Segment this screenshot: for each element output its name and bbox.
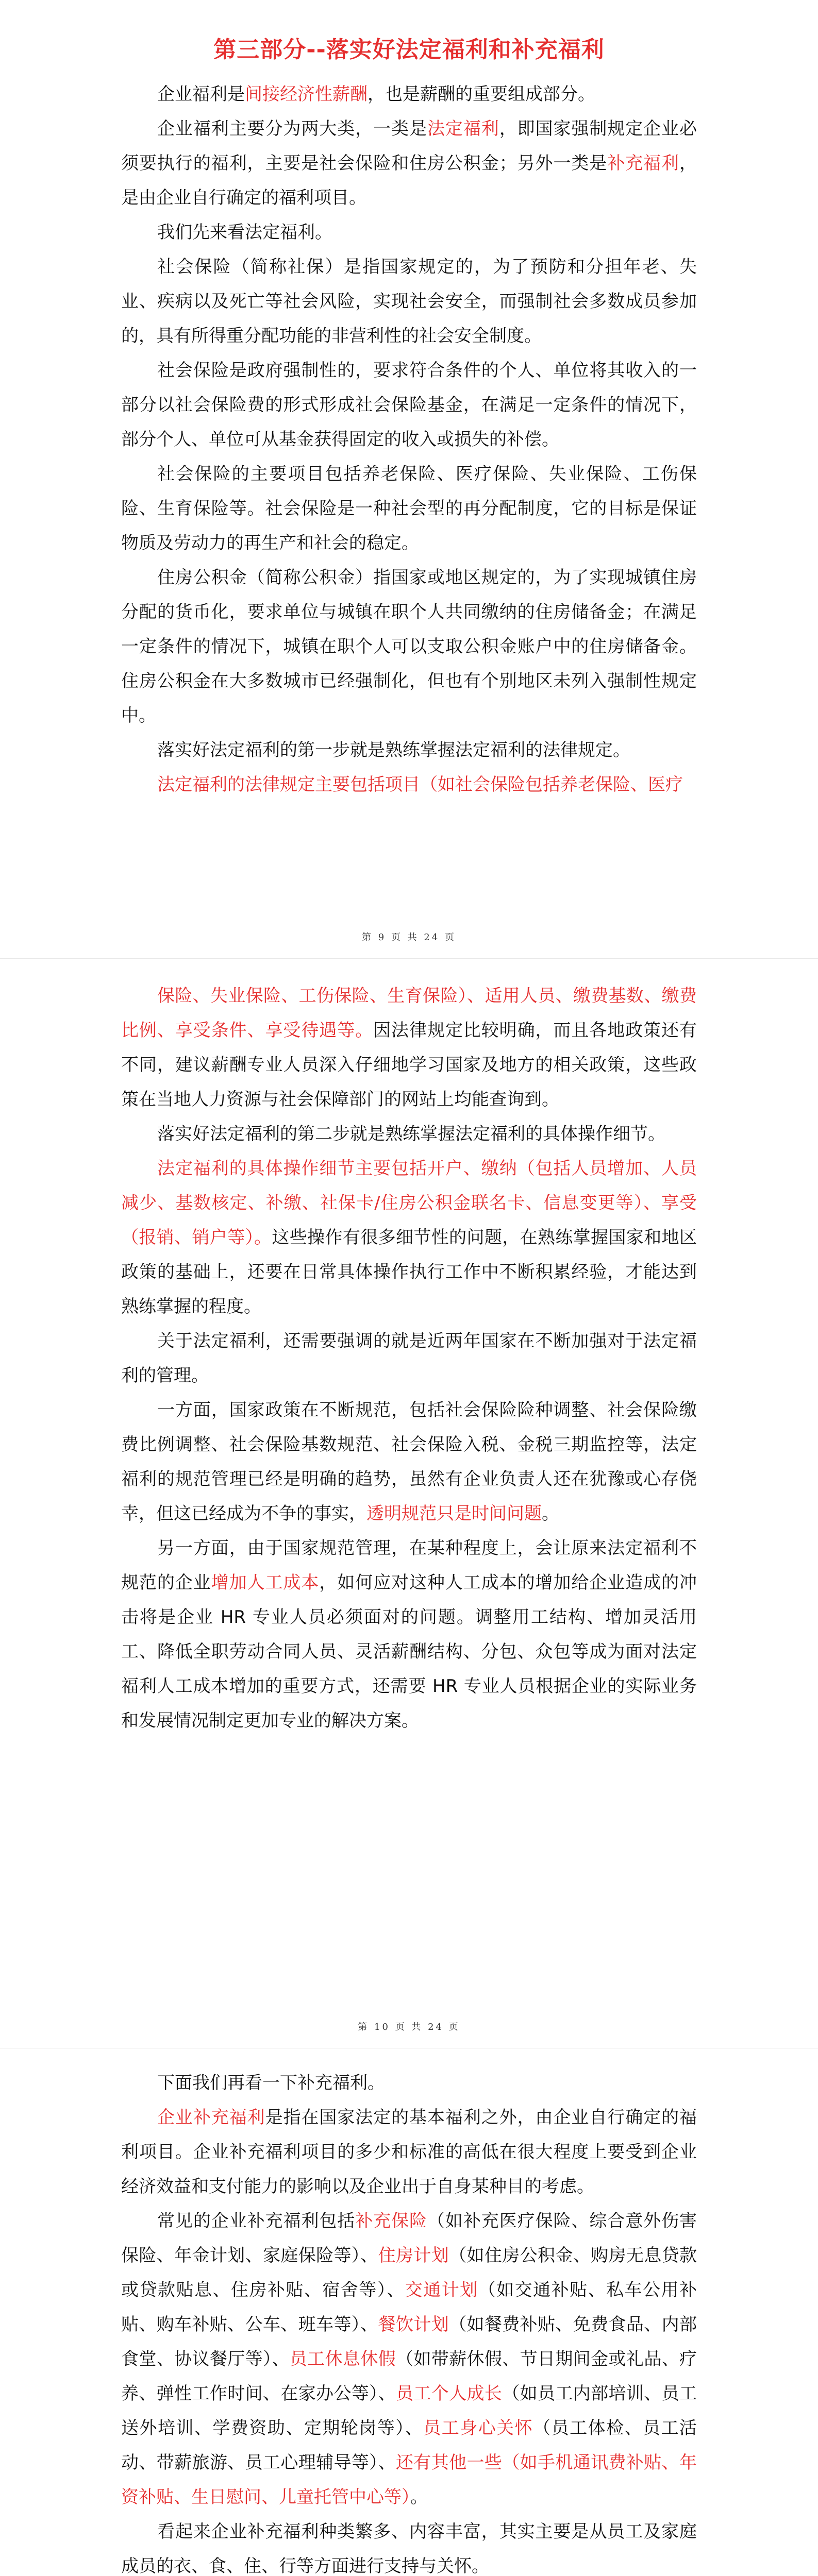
text-run: ，是由企业自行确定的福利项目。 xyxy=(121,153,697,208)
paragraph xyxy=(121,2100,697,2204)
highlight-text: 住房计划 xyxy=(378,2245,449,2266)
page-separator xyxy=(0,958,818,959)
paragraph xyxy=(121,1393,697,1531)
text-run: （如餐费补贴、免费食品、内部食堂、协议餐厅等）、 xyxy=(121,2314,697,2369)
highlight-text: 法定福利 xyxy=(427,118,499,139)
page-title: 第三部分--落实好法定福利和补充福利 xyxy=(213,37,605,63)
page-10 xyxy=(0,979,818,1738)
highlight-text: 员工休息休假 xyxy=(289,2349,396,2369)
page-11 xyxy=(0,2066,818,2576)
paragraph xyxy=(121,77,697,112)
paragraph xyxy=(121,457,697,561)
highlight-text: 员工个人成长 xyxy=(396,2383,503,2404)
paragraph xyxy=(121,1151,697,1324)
text-run: ，也是薪酬的重要组成部分。 xyxy=(368,84,595,105)
text-run: （如补充医疗保险、综合意外伤害保险、年金计划、家庭保险等）、 xyxy=(121,2211,697,2266)
text-run: ，如何应对这种人工成本的增加给企业造成的冲击将是企业 HR 专业人员必须面对的问题。调整用工结构、增加灵活用工、降低全职劳动合同人员、灵活薪酬结构、分包、众包等成为面对法定福利人工成本增加的重要方式，还需要 HR 专业人员根据企业的实际业务和发展情况制定更加专业的解决方案。 xyxy=(121,1572,697,1731)
paragraphs xyxy=(121,2066,697,2576)
text-run: 落实好法定福利的第一步就是熟练掌握法定福利的法律规定。 xyxy=(157,740,630,760)
highlight-text: 增加人工成本 xyxy=(211,1572,320,1593)
text-run: 。 xyxy=(410,2487,428,2507)
highlight-text: 企业补充福利 xyxy=(157,2107,265,2128)
text-run: （如带薪休假、节日期间金或礼品、疗养、弹性工作时间、在家办公等）、 xyxy=(121,2349,697,2404)
page-footer: 第 9 页 共 24 页 xyxy=(362,932,456,943)
paragraph xyxy=(121,353,697,457)
highlight-text: 交通计划 xyxy=(405,2280,478,2300)
highlight-text: 保险、失业保险、工伤保险、生育保险）、适用人员、缴费基数、缴费比例、享受条件、享受待遇等。 xyxy=(121,986,697,1041)
paragraph xyxy=(121,979,697,1117)
highlight-text: 法定福利的法律规定主要包括项目（如社会保险包括养老保险、医疗 xyxy=(157,774,683,795)
text-run: 企业福利主要分为两大类，一类是 xyxy=(157,118,427,139)
highlight-text: 法定福利的具体操作细节主要包括开户、缴纳（包括人员增加、人员减少、基数核定、补缴、社保卡/住房公积金联名卡、信息变更等）、享受（报销、销户等）。 xyxy=(121,1158,697,1248)
text-run: 这些操作有很多细节性的问题，在熟练掌握国家和地区政策的基础上，还要在日常具体操作执行工作中不断积累经验，才能达到熟练掌握的程度。 xyxy=(121,1227,697,1317)
highlight-text: 间接经济性薪酬 xyxy=(245,84,368,105)
paragraph xyxy=(121,112,697,215)
highlight-text: 补充福利 xyxy=(607,153,680,174)
paragraph xyxy=(121,2066,697,2100)
text-run: ，即国家强制规定企业必须要执行的福利，主要是社会保险和住房公积金；另外一类是 xyxy=(121,118,697,174)
text-run: 我们先来看法定福利。 xyxy=(157,222,332,243)
page-9 xyxy=(0,31,818,802)
text-run: （如员工内部培训、员工送外培训、学费资助、定期轮岗等）、 xyxy=(121,2383,697,2438)
paragraph xyxy=(121,2515,697,2576)
text-run: （如交通补贴、私车公用补贴、购车补贴、公车、班车等）、 xyxy=(121,2280,697,2335)
text-run: 社会保险是政府强制性的，要求符合条件的个人、单位将其收入的一部分以社会保险费的形式形成社会保险基金，在满足一定条件的情况下，部分个人、单位可从基金获得固定的收入或损失的补偿。 xyxy=(121,360,697,450)
text-run: 看起来企业补充福利种类繁多、内容丰富，其实主要是从员工及家庭成员的衣、食、住、行等方面进行支持与关怀。 xyxy=(121,2521,697,2576)
paragraphs xyxy=(121,979,697,1738)
text-run: 。 xyxy=(542,1503,559,1524)
paragraph xyxy=(121,215,697,250)
paragraph xyxy=(121,1324,697,1393)
text-run: 另一方面，由于国家规范管理，在某种程度上，会让原来法定福利不规范的企业 xyxy=(121,1538,697,1593)
text-run: 住房公积金（简称公积金）指国家或地区规定的，为了实现城镇住房分配的货币化，要求单位与城镇在职个人共同缴纳的住房储备金；在满足一定条件的情况下，城镇在职个人可以支取公积金账户中的住房储备金。住房公积金在大多数城市已经强制化，但也有个别地区未列入强制性规定中。 xyxy=(121,567,697,726)
text-run: 是指在国家法定的基本福利之外，由企业自行确定的福利项目。企业补充福利项目的多少和标准的高低在很大程度上要受到企业经济效益和支付能力的影响以及企业出于自身某种目的考虑。 xyxy=(121,2107,697,2197)
paragraph xyxy=(121,733,697,768)
paragraph xyxy=(121,1531,697,1738)
paragraph xyxy=(121,561,697,733)
paragraphs xyxy=(121,77,697,802)
text-run: 落实好法定福利的第二步就是熟练掌握法定福利的具体操作细节。 xyxy=(157,1124,665,1144)
highlight-text: 补充保险 xyxy=(355,2211,427,2231)
text-run: 关于法定福利，还需要强调的就是近两年国家在不断加强对于法定福利的管理。 xyxy=(121,1331,697,1386)
paragraph xyxy=(121,250,697,353)
text-run: 社会保险（简称社保）是指国家规定的，为了预防和分担年老、失业、疾病以及死亡等社会风险，实现社会安全，而强制社会多数成员参加的，具有所得重分配功能的非营利性的社会安全制度。 xyxy=(121,257,697,346)
text-run: （员工体检、员工活动、带薪旅游、员工心理辅导等）、 xyxy=(121,2418,697,2473)
text-run: 因法律规定比较明确，而且各地政策还有不同，建议薪酬专业人员深入仔细地学习国家及地方的相关政策，这些政策在当地人力资源与社会保障部门的网站上均能查询到。 xyxy=(121,1020,697,1110)
paragraph xyxy=(121,768,697,802)
text-run: 一方面，国家政策在不断规范，包括社会保险险种调整、社会保险缴费比例调整、社会保险基数规范、社会保险入税、金税三期监控等，法定福利的规范管理已经是明确的趋势，虽然有企业负责人还在犹豫或心存侥幸，但这已经成为不争的事实， xyxy=(121,1400,697,1524)
text-run: 常见的企业补充福利包括 xyxy=(157,2211,356,2231)
page-footer: 第 10 页 共 24 页 xyxy=(358,2022,460,2032)
highlight-text: 还有其他一些（如手机通讯费补贴、年资补贴、生日慰问、儿童托管中心等） xyxy=(121,2452,697,2507)
highlight-text: 透明规范只是时间问题 xyxy=(366,1503,542,1524)
text-run: （如住房公积金、购房无息贷款或贷款贴息、住房补贴、宿舍等）、 xyxy=(121,2245,697,2300)
highlight-text: 餐饮计划 xyxy=(378,2314,449,2335)
paragraph xyxy=(121,2204,697,2515)
text-run: 社会保险的主要项目包括养老保险、医疗保险、失业保险、工伤保险、生育保险等。社会保险是一种社会型的再分配制度，它的目标是保证物质及劳动力的再生产和社会的稳定。 xyxy=(121,464,697,553)
paragraph xyxy=(121,1117,697,1151)
text-run: 下面我们再看一下补充福利。 xyxy=(157,2073,385,2093)
highlight-text: 员工身心关怀 xyxy=(423,2418,533,2438)
text-run: 企业福利是 xyxy=(157,84,245,105)
